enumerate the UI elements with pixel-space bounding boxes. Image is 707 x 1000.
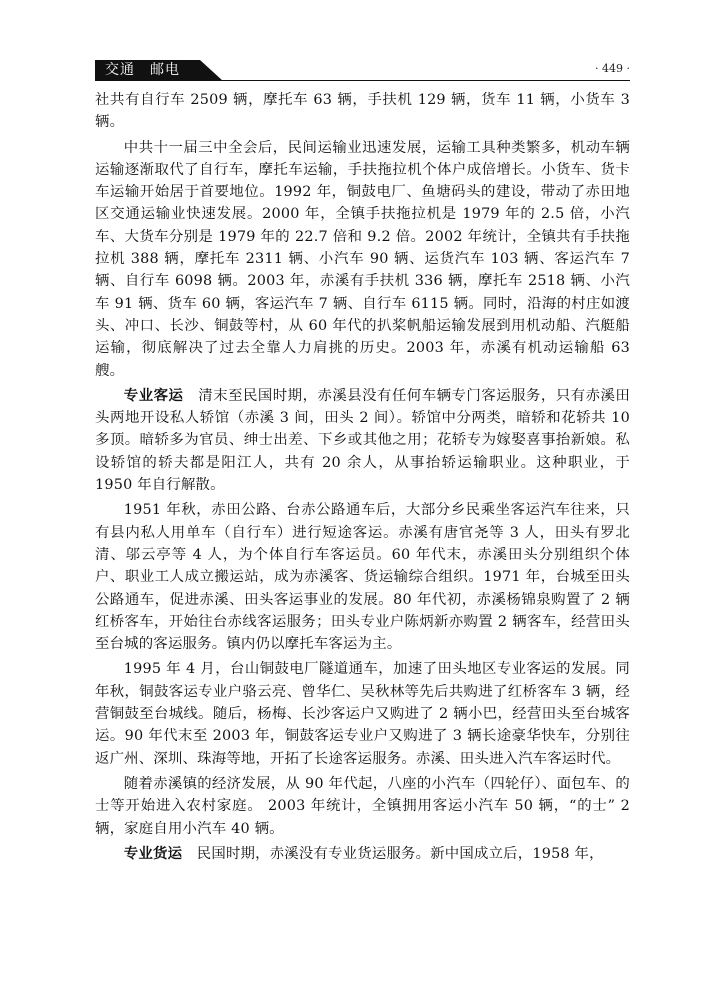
header-rule — [95, 80, 630, 81]
body-text — [95, 89, 630, 868]
section-heading: 专业客运 — [123, 387, 184, 404]
section-label: 交通 邮电 — [105, 62, 180, 78]
paragraph: 随着赤溪镇的经济发展，从 90 年代起，八座的小汽车（四轮仔）、面包车、的士等开始进入农村家庭。 2003 年统计，全镇拥用客运小汽车 50 辆，“的士” 2 辆，家庭自用小汽车 40 辆。 — [95, 775, 630, 837]
section-heading: 专业货运 — [123, 845, 183, 862]
paragraph: 专业客运 清末至民国时期，赤溪县没有任何车辆专门客运服务，只有赤溪田头两地开设私人轿馆（赤溪 3 间，田头 2 间）。轿馆中分两类，暗轿和花轿共 10 多顶。暗轿多为官员、绅士出差、下乡或其他之用；花轿专为嫁娶喜事抬新娘。私设轿馆的轿夫都是阳江人，共有 20 余人，从事抬轿运输职业。这种职业，于 1950 年自行解散。 — [95, 387, 630, 494]
paragraph: 中共十一届三中全会后，民间运输业迅速发展，运输工具种类繁多，机动车辆运输逐渐取代了自行车，摩托车运输，手扶拖拉机个体户成倍增长。小货车、货卡车运输开始居于首要地位。1992 年，铜鼓电厂、鱼塘码头的建设，带动了赤田地区交通运输业快速发展。2000 年，全镇手扶拖拉机是 1979 年的 2.5 倍，小汽车、大货车分别是 1979 年的 22.7 倍和 9.2 倍。2002 年统计，全镇共有手扶拖拉机 388 辆，摩托车 2311 辆、小汽车 90 辆、运货汽车 103 辆、客运汽车 7 辆、自行车 6098 辆。2003 年，赤溪有手扶机 336 辆，摩托车 2518 辆、小汽车 91 辆、货车 60 辆，客运汽车 7 辆、自行车 6115 辆。同时，沿海的村庄如渡头、冲口、长沙、铜鼓等村，从 60 年代的扒桨帆船运输发展到用机动船、汽艇船运输，彻底解决了过去全靠人力肩挑的历史。2003 年，赤溪有机动运输船 63 艘。 — [95, 139, 630, 379]
paragraph: 专业货运 民国时期，赤溪没有专业货运服务。新中国成立后，1958 年， — [123, 845, 604, 862]
running-header — [95, 60, 630, 81]
page-number: · 449 · — [595, 62, 630, 75]
paragraph: 1951 年秋，赤田公路、台赤公路通车后，大部分乡民乘坐客运汽车往来，只有县内私人用单车（自行车）进行短途客运。赤溪有唐官尧等 3 人，田头有罗北清、邬云亭等 4 人，为个体自行车客运员。60 年代末，赤溪田头分别组织个体户、职业工人成立搬运站，成为赤溪客、货运输综合组织。1971 年，台城至田头公路通车，促进赤溪、田头客运事业的发展。80 年代初，赤溪杨锦泉购置了 2 辆红桥客车，开始往台赤线客运服务；田头专业户陈炳新亦购置 2 辆客车，经营田头至台城的客运服务。镇内仍以摩托车客运为主。 — [95, 502, 630, 653]
paragraph: 社共有自行车 2509 辆，摩托车 63 辆，手扶机 129 辆，货车 11 辆，小货车 3 辆。 — [95, 92, 630, 131]
paragraph: 1995 年 4 月，台山铜鼓电厂隧道通车，加速了田头地区专业客运的发展。同年秋，铜鼓客运专业户骆云亮、曾华仁、吴秋林等先后共购进了红桥客车 3 辆，经营铜鼓至台城线。随后，杨梅、长沙客运户又购进了 2 辆小巴，经营田头至台城客运。90 年代末至 2003 年，铜鼓客运专业户又购进了 3 辆长途豪华快车，分别往返广州、深圳、珠海等地，开拓了长途客运服务。赤溪、田头进入汽车客运时代。 — [95, 661, 630, 767]
